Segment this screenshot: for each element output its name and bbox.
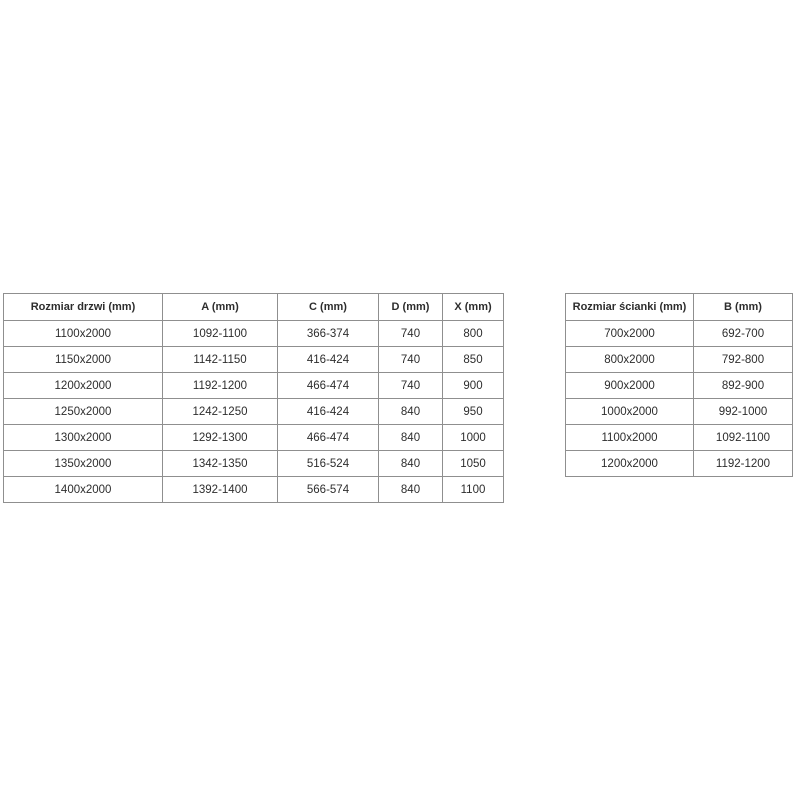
table-row [566, 451, 793, 477]
table-cell: 566-574 [278, 477, 379, 503]
table-cell: 1100 [443, 477, 504, 503]
column-header: Rozmiar drzwi (mm) [4, 294, 163, 321]
table-cell: 466-474 [278, 373, 379, 399]
table-cell: 416-424 [278, 347, 379, 373]
column-header: C (mm) [278, 294, 379, 321]
table-row [4, 477, 504, 503]
table-cell: 1050 [443, 451, 504, 477]
table-cell: 1142-1150 [163, 347, 278, 373]
table-cell: 792-800 [694, 347, 793, 373]
table-row [4, 321, 504, 347]
table-cell: 1092-1100 [694, 425, 793, 451]
table-row [4, 373, 504, 399]
table-cell: 900x2000 [566, 373, 694, 399]
table-cell: 1200x2000 [566, 451, 694, 477]
table-cell: 466-474 [278, 425, 379, 451]
door-sizes-table [3, 293, 504, 503]
table-cell: 740 [379, 347, 443, 373]
table-cell: 840 [379, 451, 443, 477]
column-header: D (mm) [379, 294, 443, 321]
header-row [4, 294, 504, 321]
column-header: A (mm) [163, 294, 278, 321]
table-cell: 1000 [443, 425, 504, 451]
table-row [566, 347, 793, 373]
table-cell: 1092-1100 [163, 321, 278, 347]
table-row [566, 399, 793, 425]
table-cell: 840 [379, 399, 443, 425]
table-cell: 516-524 [278, 451, 379, 477]
table-cell: 1342-1350 [163, 451, 278, 477]
table-cell: 366-374 [278, 321, 379, 347]
table-cell: 1100x2000 [566, 425, 694, 451]
table-row [4, 425, 504, 451]
table-cell: 740 [379, 321, 443, 347]
table-cell: 1350x2000 [4, 451, 163, 477]
table-cell: 1392-1400 [163, 477, 278, 503]
table-cell: 840 [379, 425, 443, 451]
table-cell: 1192-1200 [694, 451, 793, 477]
table-cell: 840 [379, 477, 443, 503]
header-row [566, 294, 793, 321]
table-row [566, 373, 793, 399]
table-cell: 892-900 [694, 373, 793, 399]
wall-sizes-table [565, 293, 793, 477]
table-cell: 800x2000 [566, 347, 694, 373]
table-row [4, 347, 504, 373]
table-cell: 1242-1250 [163, 399, 278, 425]
table-cell: 992-1000 [694, 399, 793, 425]
table-cell: 1300x2000 [4, 425, 163, 451]
table-cell: 1100x2000 [4, 321, 163, 347]
table-cell: 1292-1300 [163, 425, 278, 451]
table-cell: 850 [443, 347, 504, 373]
table-cell: 1192-1200 [163, 373, 278, 399]
column-header: B (mm) [694, 294, 793, 321]
table-cell: 900 [443, 373, 504, 399]
table-row [4, 399, 504, 425]
table-cell: 700x2000 [566, 321, 694, 347]
table-row [566, 425, 793, 451]
table-row [566, 321, 793, 347]
table-cell: 1250x2000 [4, 399, 163, 425]
table-cell: 800 [443, 321, 504, 347]
table-cell: 692-700 [694, 321, 793, 347]
table-cell: 416-424 [278, 399, 379, 425]
table-cell: 950 [443, 399, 504, 425]
column-header: X (mm) [443, 294, 504, 321]
table-cell: 1200x2000 [4, 373, 163, 399]
table-row [4, 451, 504, 477]
table-cell: 1400x2000 [4, 477, 163, 503]
table-cell: 1150x2000 [4, 347, 163, 373]
table-cell: 740 [379, 373, 443, 399]
column-header: Rozmiar ścianki (mm) [566, 294, 694, 321]
table-cell: 1000x2000 [566, 399, 694, 425]
